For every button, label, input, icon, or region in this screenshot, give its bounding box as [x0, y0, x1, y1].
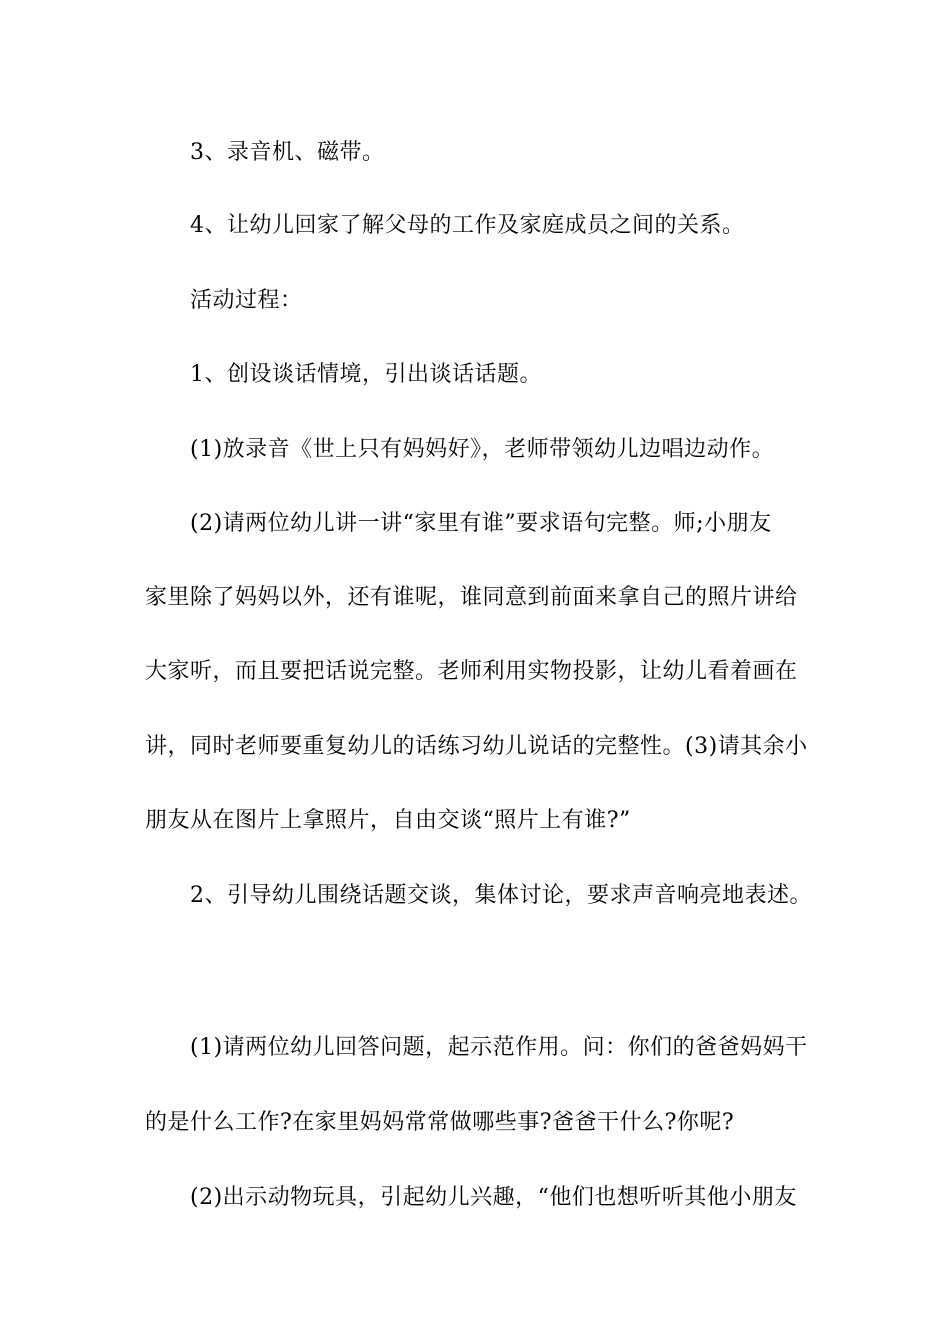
- text-line-materials-4: 4、让幼儿回家了解父母的工作及家庭成员之间的关系。: [190, 213, 745, 238]
- text-line-paragraph: 讲，同时老师要重复幼儿的话练习幼儿说话的完整性。(3)请其余小: [145, 734, 808, 759]
- text-line-step-2: 2、引导幼儿围绕话题交谈，集体讨论，要求声音响亮地表述。: [190, 883, 812, 908]
- text-line-step-2-2: (2)出示动物玩具，引起幼儿兴趣，“他们也想听听其他小朋友: [190, 1185, 797, 1210]
- section-heading-activity-process: 活动过程：: [190, 288, 303, 313]
- text-line-paragraph: 家里除了妈妈以外，还有谁呢，谁同意到前面来拿自己的照片讲给: [145, 585, 798, 610]
- text-line-materials-3: 3、录音机、磁带。: [190, 140, 385, 165]
- text-line-step-1-2: (2)请两位幼儿讲一讲“家里有谁”要求语句完整。师;小朋友: [190, 511, 772, 536]
- text-line-paragraph: 朋友从在图片上拿照片，自由交谈“照片上有谁?”: [145, 808, 631, 833]
- text-line-step-2-1: (1)请两位幼儿回答问题，起示范作用。问：你们的爸爸妈妈干: [190, 1035, 808, 1060]
- text-line-step-1: 1、创设谈话情境，引出谈话话题。: [190, 362, 542, 387]
- text-line-paragraph: 的是什么工作?在家里妈妈常常做哪些事?爸爸干什么?你呢?: [145, 1110, 735, 1135]
- text-line-paragraph: 大家听，而且要把话说完整。老师利用实物投影，让幼儿看着画在: [145, 659, 798, 684]
- text-line-step-1-1: (1)放录音《世上只有妈妈好》，老师带领幼儿边唱边动作。: [190, 437, 775, 462]
